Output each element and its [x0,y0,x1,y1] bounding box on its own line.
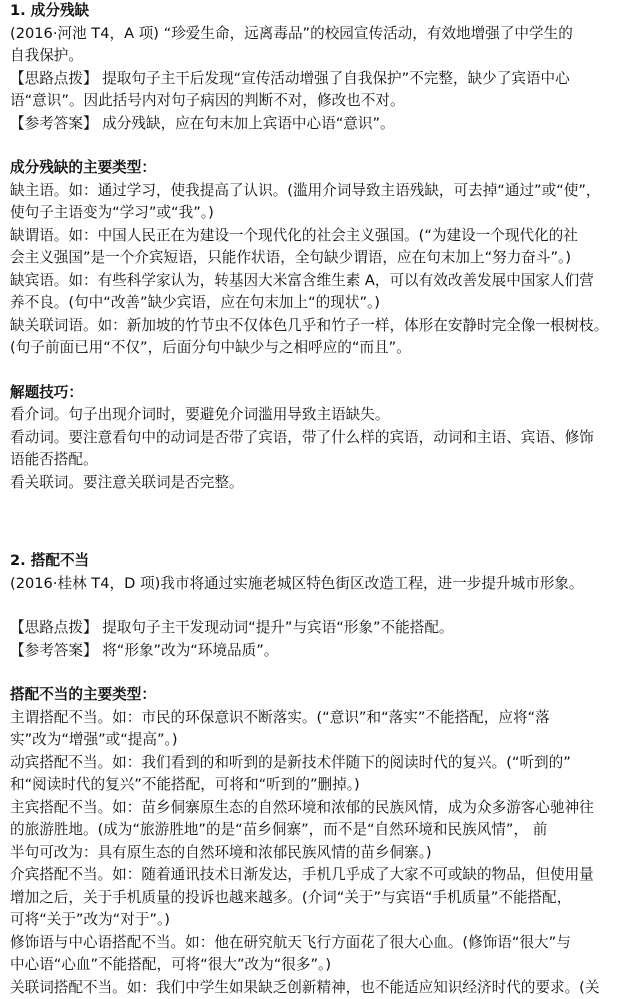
text-line: 缺关联词语。如：新加坡的竹节虫不仅体色几乎和竹子一样，体形在安静时完全像一根树枝。 [10,316,609,334]
section-1-types-heading: 成分残缺的主要类型： [10,159,156,176]
section-2-types [10,707,630,999]
section-1-analysis [10,68,630,113]
text-line: 和“阅读时代的复兴”不能搭配，可将和“听到的”删掉。) [10,776,360,793]
section-1-example [10,23,630,68]
section-1-types [10,180,630,360]
section-1-skills-heading: 解题技巧： [10,383,83,401]
text-line: 主宾搭配不当。如：苗乡侗寨原生态的自然环境和浓郁的民族风情，成为众多游客心驰神往 [10,798,594,816]
section-2-answer [10,640,630,663]
text-line: 【参考答案】 成分残缺，应在句末加上宾语中心语“意识”。 [10,114,395,132]
section-1-skills [10,404,630,494]
text-line: 的旅游胜地。(成为“旅游胜地”的是“苗乡侗寨”，而不是“自然环境和民族风情”， 前 [10,821,548,838]
text-line: 半句可改为：具有原生态的自然环境和浓郁民族风情的苗乡侗寨。) [10,843,432,861]
text-line: 中心语“心血”不能搭配，可将“很大”改为“很多”。) [10,956,332,973]
text-line: 可将“关于”改为“对于”。) [10,911,170,928]
text-line: 缺主语。如：通过学习，使我提高了认识。(滥用介词导致主语残缺，可去掉“通过”或“使”， [10,181,601,199]
text-line: 【思路点拨】 提取句子主干后发现“宣传活动增强了自我保护”不完整，缺少了宾语中心 [10,69,570,87]
text-line: 增加之后，关于手机质量的投诉也越来越多。(介词“关于”与宾语“手机质量”不能搭配， [10,888,572,906]
document-page [10,0,630,999]
text-line: 【思路点拨】 提取句子主干发现动词“提升”与宾语“形象”不能搭配。 [10,619,454,636]
text-line: 看关联词。要注意关联词是否完整。 [10,473,244,491]
text-line: 介宾搭配不当。如：随着通讯技术日渐发达，手机几乎成了大家不可或缺的物品，但使用量 [10,866,594,883]
text-line: 关联词搭配不当。如：我们中学生如果缺乏创新精神，也不能适应知识经济时代的要求。(关 [10,978,600,996]
section-2-example [10,573,630,596]
text-line: 看介词。句子出现介词时，要避免介词滥用导致主语缺失。 [10,406,390,423]
text-line: 动宾搭配不当。如：我们看到的和听到的是新技术伴随下的阅读时代的复兴。(“听到的” [10,753,571,771]
text-line: 【参考答案】 将“形象”改为“环境品质”。 [10,641,279,659]
text-line: 修饰语与中心语搭配不当。如：他在研究航天飞行方面花了很大心血。(修饰语“很大”与 [10,933,571,951]
text-line: (句子前面已用“不仅”，后面分句中缺少与之相呼应的“而且”。 [10,339,411,356]
text-line: 会主义强国”是一个介宾短语，只能作状语，全句缺少谓语，应在句末加上“努力奋斗”。) [10,249,572,266]
text-line: (2016·河池 T4，A 项) “珍爱生命，远离毒品”的校园宣传活动，有效地增强了中学生的 [10,24,573,42]
text-line: 主谓搭配不当。如：市民的环保意识不断落实。(“意识”和“落实”不能搭配，应将“落 [10,708,550,726]
text-line: (2016·桂林 T4，D 项)我市将通过实施老城区特色街区改造工程，进一步提升城市形象。 [10,574,584,592]
text-line: 缺谓语。如：中国人民正在为建设一个现代化的社会主义强国。(“为建设一个现代化的社 [10,226,578,244]
text-line: 使句子主语变为“学习”或“我”。) [10,204,214,221]
text-line: 看动词。要注意看句中的动词是否带了宾语，带了什么样的宾语，动词和主语、宾语、修饰 [10,428,594,446]
section-1-answer [10,113,630,136]
section-2-analysis [10,617,630,640]
text-line: 养不良。(句中“改善”缺少宾语，应在句末加上“的现状”。) [10,294,380,311]
section-2-types-heading: 搭配不当的主要类型： [10,686,156,703]
text-line: 缺宾语。如：有些科学家认为，转基因大米富含维生素 A，可以有效改善发展中国家人们营 [10,271,594,289]
section-2-heading: 2. 搭配不当 [10,552,90,569]
text-line: 自我保护。 [10,47,83,64]
section-1-heading: 1. 成分残缺 [10,2,90,19]
text-line: 语能否搭配。 [10,451,98,468]
text-line: 语“意识”。因此括号内对句子病因的判断不对，修改也不对。 [10,92,405,109]
text-line: 实”改为“增强”或“提高”。) [10,731,178,748]
